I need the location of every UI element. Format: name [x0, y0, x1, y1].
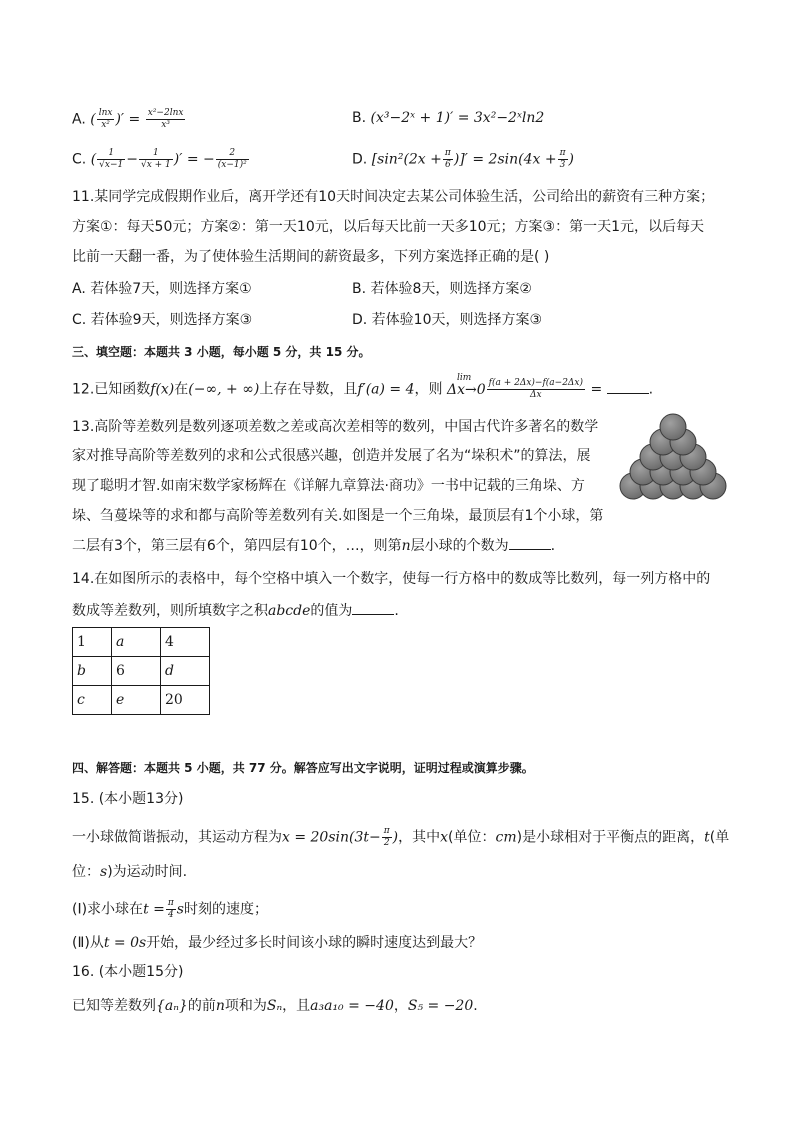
table-cell: 4 — [161, 628, 210, 657]
q11-stem-line1: 11.某同学完成假期作业后，离开学还有10天时间决定去某公司体验生活，公司给出的薪资有三种方案； — [72, 189, 715, 205]
q13-line3: 现了聪明才智.如南宋数学家杨辉在《详解九章算法·商功》一书中记载的三角垛、方 — [72, 478, 585, 494]
table-row — [73, 686, 210, 715]
q15-part1: (Ⅰ)求小球在t = $\frac{\pi}{4}$ s时刻的速度； — [72, 898, 268, 920]
q14-line2: 数成等差数列，则所填数字之积abcde的值为 . — [72, 603, 399, 619]
answer-blank — [607, 381, 649, 394]
q14-line1: 14.在如图所示的表格中，每个空格中填入一个数字，使每一行方格中的数成等比数列，每一列方格中的 — [72, 571, 711, 587]
answer-blank — [509, 537, 551, 550]
table-cell: 1 — [73, 628, 112, 657]
table-cell: 20 — [161, 686, 210, 715]
table-row — [73, 657, 210, 686]
answer-blank — [352, 602, 394, 615]
table-cell: b — [73, 657, 112, 686]
table-cell: a — [112, 628, 161, 657]
q11-option-c: C. 若体验9天，则选择方案③ — [72, 312, 253, 328]
q13-line2: 家对推导高阶等差数列的求和公式很感兴趣，创造并发展了名为“垛积术”的算法，展 — [72, 448, 591, 464]
option-label: A. — [72, 111, 86, 128]
q10-option-d: D. [sin²(2x + $\frac{\pi}{6}$ )]′ = 2sin(4x + $\frac{\pi}{3}$ ) — [352, 148, 574, 170]
option-b-formula: (x³−2ˣ + 1)′ = 3x²−2ˣln2 — [370, 110, 545, 126]
q11-option-d: D. 若体验10天，则选择方案③ — [352, 312, 543, 328]
section-heading-fill-in: 三、填空题：本题共 3 小题，每小题 5 分，共 15 分。 — [72, 345, 371, 359]
q15-line1: 一小球做简谐振动，其运动方程为x = 20sin(3t− $\frac{\pi}{2}$ )，其中x(单位：cm)是小球相对于平衡点的距离，t(单 — [72, 826, 730, 848]
q15-part2: (Ⅱ)从t = 0s开始，最少经过多长时间该小球的瞬时速度达到最大？ — [72, 935, 483, 951]
q15-line2: 位：s)为运动时间. — [72, 864, 188, 880]
table-cell: c — [73, 686, 112, 715]
q11-stem-line3: 比前一天翻一番，为了使体验生活期间的薪资最多，下列方案选择正确的是( ) — [72, 249, 550, 265]
q13-line5: 二层有3个，第三层有6个，第四层有10个，…，则第n层小球的个数为 . — [72, 538, 556, 554]
q16-title: 16. (本小题15分) — [72, 964, 184, 980]
table-cell: 6 — [112, 657, 161, 686]
q10-option-c: C. ( $\frac{1}{√x-1}$ − $\frac{1}{√x + 1}$ )′ = − $\frac{2}{\text{(x−1)²}}$ — [72, 148, 247, 170]
table-cell: e — [112, 686, 161, 715]
limit-operator: lim Δx→0 — [446, 372, 486, 398]
table-cell: d — [161, 657, 210, 686]
q13-line4: 垛、刍蔓垛等的求和都与高阶等差数列有关.如图是一个三角垛，最顶层有1个小球，第 — [72, 508, 604, 524]
q13-line1: 13.高阶等差数列是数列逐项差数之差或高次差相等的数列，中国古代许多著名的数学 — [72, 419, 599, 435]
triangular-pile-figure — [616, 410, 730, 504]
section-heading-solutions: 四、解答题：本题共 5 小题，共 77 分。解答应写出文字说明，证明过程或演算步骤。 — [72, 761, 534, 775]
q10-option-a: A. ( $\frac{\ln x}{\text{x²}}$ )′ = $\frac{\text{x²−2lnx}}{\text{x³}}$ — [72, 108, 184, 130]
q14-number-grid — [72, 627, 210, 715]
ball — [660, 414, 686, 440]
q16-line1: 已知等差数列{aₙ}的前n项和为Sₙ，且a₃a₁₀ = −40，S₅ = −20. — [72, 998, 478, 1014]
q10-option-b: B. (x³−2ˣ + 1)′ = 3x²−2ˣln2 — [352, 110, 545, 126]
q11-option-b: B. 若体验8天，则选择方案② — [352, 281, 532, 297]
table-row — [73, 628, 210, 657]
q11-option-a: A. 若体验7天，则选择方案① — [72, 281, 252, 297]
q12-stem: 12.已知函数f(x)在(−∞, + ∞)上存在导数，且f′(a) = 4，则 lim Δx→0 $\frac{f(a + 2\Delta x)-f(a-2\Delta x)}{\Delta x}$ = . — [72, 372, 654, 400]
q11-stem-line2: 方案①：每天50元；方案②：第一天10元，以后每天比前一天多10元；方案③：第一天1元，以后每天 — [72, 219, 705, 235]
q15-title: 15. (本小题13分) — [72, 791, 184, 807]
